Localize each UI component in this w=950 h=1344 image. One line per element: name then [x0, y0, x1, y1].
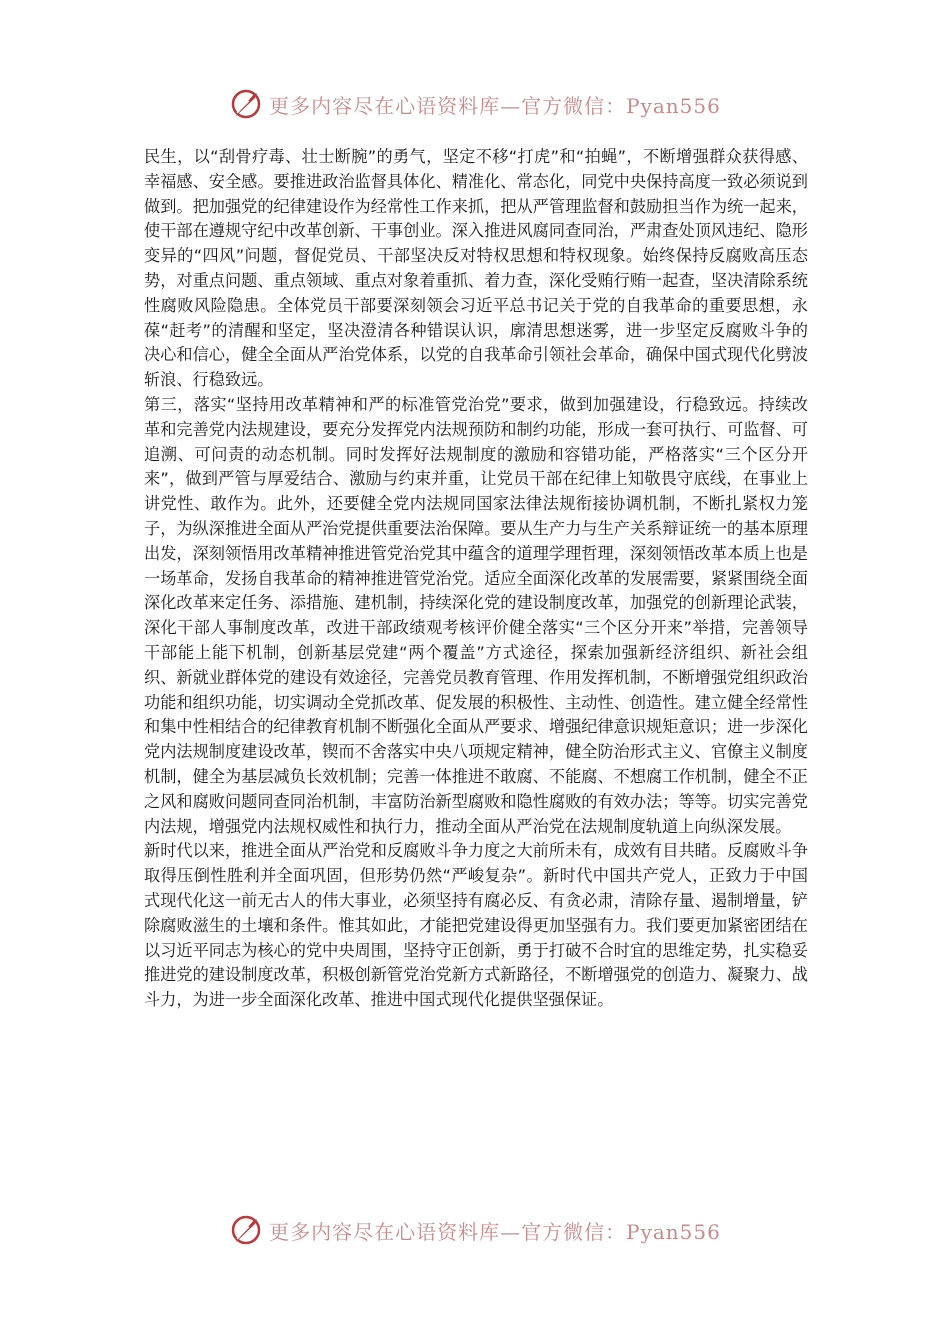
footer-banner-text: 更多内容尽在心语资料库—官方微信：Pyan556: [269, 1219, 721, 1244]
header-banner: [0, 84, 950, 124]
feather-pen-logo-icon: [229, 87, 263, 121]
paragraph-3: 新时代以来，推进全面从严治党和反腐败斗争力度之大前所未有，成效有目共睹。反腐败斗争取得压倒性胜利并全面巩固，但形势仍然“严峻复杂”。新时代中国共产党人，正致力于中国式现代化这一前无古人的伟大事业，必须坚持有腐必反、有贪必肃，清除存量、遏制增量，铲除腐败滋生的土壤和条件。惟其如此，才能把党建设得更加坚强有力。我们要更加紧密团结在以习近平同志为核心的党中央周围，坚持守正创新，勇于打破不合时宜的思维定势，扎实稳妥推进党的建设制度改革，积极创新管党治党新方式新路径，不断增强党的创造力、凝聚力、战斗力，为进一步全面深化改革、推进中国式现代化提供坚强保证。: [144, 841, 808, 1010]
feather-pen-logo-icon: [229, 1213, 263, 1247]
paragraph-2: 第三，落实“坚持用改革精神和严的标准管党治党”要求，做到加强建设，行稳致远。持续改革和完善党内法规建设，要充分发挥党内法规预防和制约功能，形成一套可执行、可监督、可追溯、可问责的动态机制。同时发挥好法规制度的激励和容错功能，严格落实“三个区分开来”，做到严管与厚爱结合、激励与约束并重，让党员干部在纪律上知敬畏守底线，在事业上讲党性、敢作为。此外，还要健全党内法规同国家法律法规衔接协调机制，不断扎紧权力笼子，为纵深推进全面从严治党提供重要法治保障。要从生产力与生产关系辩证统一的基本原理出发，深刻领悟用改革精神推进管党治党其中蕴含的道理学理哲理，深刻领悟改革本质上也是一场革命，发扬自我革命的精神推进管党治党。适应全面深化改革的发展需要，紧紧围绕全面深化改革来定任务、添措施、建机制，持续深化党的建设制度改革，加强党的创新理论武装，深化干部人事制度改革，改进干部政绩观考核评价健全落实“三个区分开来”举措，完善领导干部能上能下机制，创新基层党建“两个覆盖”方式途径，探索加强新经济组织、新社会组织、新就业群体党的建设有效途径，完善党员教育管理、作用发挥机制，不断增强党组织政治功能和组织功能，切实调动全党抓改革、促发展的积极性、主动性、创造性。建立健全经常性和集中性相结合的纪律教育机制不断强化全面从严要求、增强纪律意识规矩意识；进一步深化党内法规制度建设改革，锲而不舍落实中央八项规定精神，健全防治形式主义、官僚主义制度机制，健全为基层减负长效机制；完善一体推进不敢腐、不能腐、不想腐工作机制，健全不正之风和腐败问题同查同治机制，丰富防治新型腐败和隐性腐败的有效办法；等等。切实完善党内法规，增强党内法规权威性和执行力，推动全面从严治党在法规制度轨道上向纵深发展。: [144, 394, 808, 836]
document-body: [144, 145, 808, 1013]
footer-banner: [0, 1210, 950, 1250]
paragraph-1: 民生，以“刮骨疗毒、壮士断腕”的勇气，坚定不移“打虎”和“拍蝇”，不断增强群众获得感、幸福感、安全感。要推进政治监督具体化、精准化、常态化，同党中央保持高度一致必须说到做到。把加强党的纪律建设作为经常性工作来抓，把从严管理监督和鼓励担当作为统一起来，使干部在遵规守纪中改革创新、干事创业。深入推进风腐同查同治，严肃查处顶风违纪、隐形变异的“四风”问题，督促党员、干部坚决反对特权思想和特权现象。始终保持反腐败高压态势，对重点问题、重点领域、重点对象着重抓、着力查，深化受贿行贿一起查，坚决清除系统性腐败风险隐患。全体党员干部要深刻领会习近平总书记关于党的自我革命的重要思想，永葆“赶考”的清醒和坚定，坚决澄清各种错误认识，廓清思想迷雾，进一步坚定反腐败斗争的决心和信心，健全全面从严治党体系，以党的自我革命引领社会革命，确保中国式现代化劈波斩浪、行稳致远。: [144, 147, 808, 390]
header-banner-text: 更多内容尽在心语资料库—官方微信：Pyan556: [269, 93, 721, 118]
